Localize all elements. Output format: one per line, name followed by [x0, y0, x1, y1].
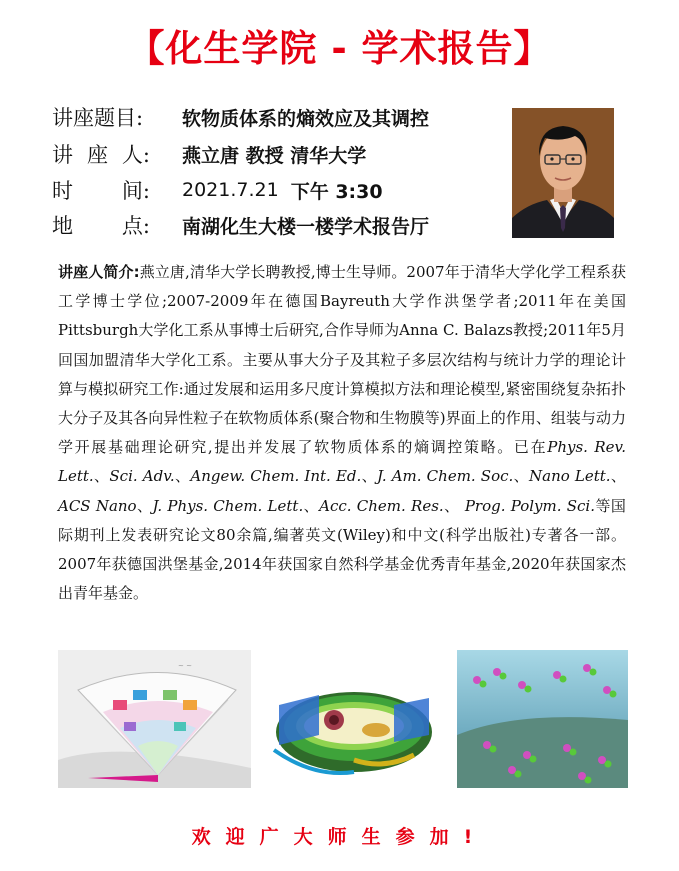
journal-separator: 、 — [610, 467, 626, 486]
place-row — [52, 209, 429, 241]
place-label — [52, 210, 150, 240]
portrait-illustration — [512, 108, 614, 238]
speaker-label-char: 座 — [86, 143, 108, 167]
journal-name: Acc. Chem. Res. — [319, 496, 444, 515]
time-date: 2021.7.21 — [182, 179, 279, 201]
journal-name: Phys. Rev. Lett. — [58, 438, 626, 486]
speaker-label — [52, 139, 150, 169]
topic-label: 讲座题目: — [52, 106, 144, 130]
speaker-label-char: 讲 — [52, 143, 73, 167]
bio-label: 讲座人简介: — [58, 263, 140, 281]
journal-name: J. Am. Chem. Soc. — [376, 467, 514, 486]
fan-illustration — [58, 650, 251, 788]
bio-text: 燕立唐,清华大学长聘教授,博士生导师。2007年于清华大学化学工程系获工学博士学位;2007-2009年在德国Bayreuth大学作洪堡学者;2011年在美国Pittsburgh大学化工系从事博士后研究,合作导师为Anna C. Balazs教授;2011年5月回国加盟清华大学化工系。主要从事大分子及其粒子多层次结构与统计力学的理论计算与模拟研究工作:通过发展和运用多尺度计算模拟方法和理论模型,紧密围绕复杂拓扑大分子及其各向异性粒子在软物质体系(聚合物和生物膜等)界面上的作用、组装与动力学开展基础理论研究,提出并发展了软物质体系的熵调控策略。已在 — [58, 263, 626, 457]
journal-name: J. Phys. Chem. Lett. — [152, 496, 304, 515]
journal-separator: 、 — [303, 496, 320, 515]
speaker-label-char: 人: — [121, 143, 150, 167]
time-label — [52, 175, 150, 205]
journal-name: Nano Lett. — [529, 467, 611, 486]
speaker-portrait — [512, 108, 614, 238]
time-rest: 下午 3:30 — [290, 180, 383, 203]
speaker-row — [52, 138, 366, 170]
time-label-char: 时 — [52, 179, 73, 203]
welcome-message: 欢迎广大师生参加! — [191, 826, 488, 848]
time-label-char: 间: — [121, 179, 150, 203]
research-figure-fan — [58, 650, 251, 788]
page-title: 【化生学院 - 学术报告】 — [127, 27, 552, 70]
journal-separator: 、 — [174, 467, 191, 486]
journal-separator: 、 — [136, 496, 153, 515]
journal-name: Sci. Adv. — [109, 467, 175, 486]
journal-separator: 、 — [443, 496, 465, 515]
place-label-char: 地 — [52, 214, 73, 238]
journal-name: ACS Nano — [58, 496, 137, 515]
research-figure-membrane — [264, 650, 445, 788]
journal-separator: 、 — [93, 467, 110, 486]
topic-row — [52, 101, 429, 133]
svg-text:~ ~: ~ ~ — [178, 662, 192, 670]
speaker-bio — [58, 258, 626, 608]
journal-separator: 、 — [361, 467, 377, 486]
time-row — [52, 174, 383, 206]
place-label-char: 点: — [121, 214, 150, 238]
place-value: 南湖化生大楼一楼学术报告厅 — [182, 215, 430, 238]
membrane-illustration — [264, 650, 445, 788]
research-figure-particles — [457, 650, 628, 788]
speaker-value: 燕立唐 教授 清华大学 — [182, 144, 367, 167]
journal-name: Angew. Chem. Int. Ed. — [190, 467, 362, 486]
journal-separator: 、 — [513, 467, 530, 486]
topic-value: 软物质体系的熵效应及其调控 — [182, 107, 430, 130]
bio-text: 等国际期刊上发表研究论文80余篇,编著英文(Wiley)和中文(科学出版社)专著各一部。2007年获德国洪堡基金,2014年获国家自然科学基金优秀青年基金,2020年获国家杰出青年基金。 — [58, 496, 626, 603]
journal-name: Prog. Polym. Sci. — [464, 496, 595, 515]
particles-illustration — [457, 650, 628, 788]
